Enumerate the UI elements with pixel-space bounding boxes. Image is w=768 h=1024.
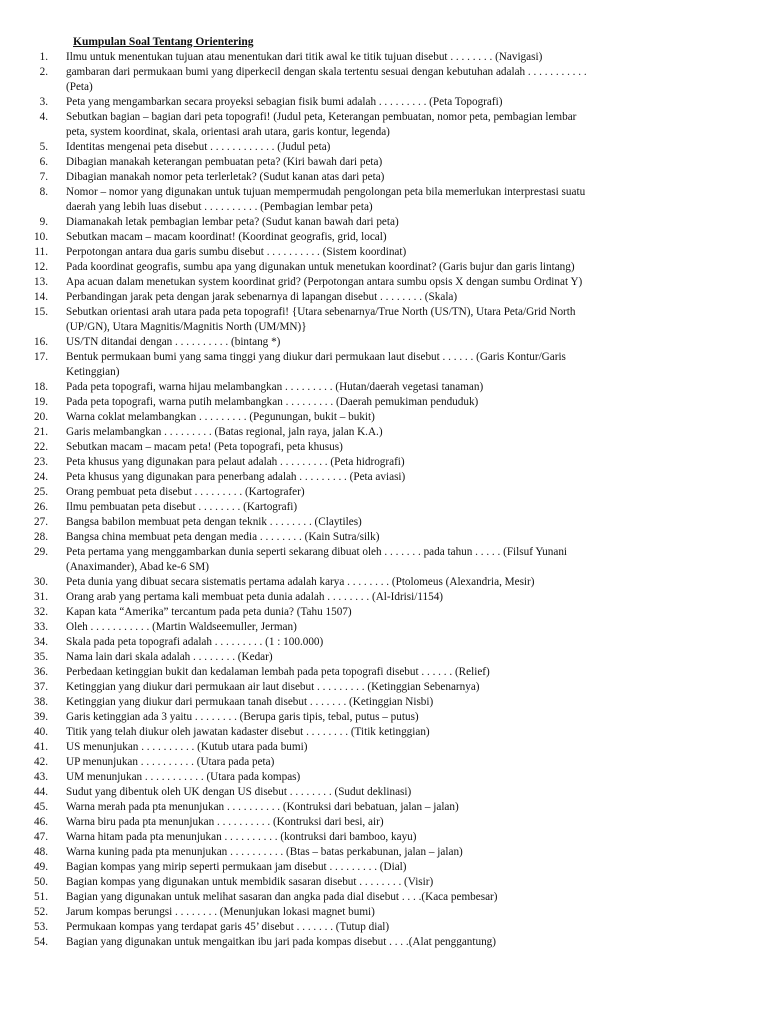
question-number: 54 . <box>26 935 52 950</box>
question-number: 15 . <box>26 305 52 320</box>
question-number: 37 . <box>26 680 52 695</box>
question-text: Orang pembuat peta disebut . . . . . . . . . (Kartografer) <box>66 486 305 498</box>
question-text: UP menunjukan . . . . . . . . . . (Utara pada peta) <box>66 756 275 768</box>
question-item <box>26 710 742 725</box>
question-item <box>26 485 742 500</box>
question-text: Peta khusus yang digunakan para penerbang adalah . . . . . . . . . (Peta aviasi) <box>66 471 406 483</box>
question-item <box>26 335 742 350</box>
question-text: Bagian kompas yang digunakan untuk membidik sasaran disebut . . . . . . . . (Visir) <box>66 876 434 888</box>
question-text: Perpotongan antara dua garis sumbu disebut . . . . . . . . . . (Sistem koordinat) <box>66 246 407 258</box>
question-text: Pada koordinat geografis, sumbu apa yang digunakan untuk menetukan koordinat? (Garis bujur dan garis lintang) <box>66 261 575 273</box>
question-text: Peta pertama yang menggambarkan dunia seperti sekarang dibuat oleh . . . . . . . pada tahun . . . . . (Filsuf Yunani (Anaximander), Abad ke-6 SM) <box>66 546 568 573</box>
question-number: 49 . <box>26 860 52 875</box>
question-item <box>26 350 742 380</box>
question-number: 41 . <box>26 740 52 755</box>
question-number: 3 . <box>26 95 52 110</box>
question-item <box>26 920 742 935</box>
question-text: Oleh . . . . . . . . . . . (Martin Waldseemuller, Jerman) <box>66 621 297 633</box>
question-text: Warna biru pada pta menunjukan . . . . . . . . . . (Kontruksi dari besi, air) <box>66 816 384 828</box>
question-number: 4 . <box>26 110 52 125</box>
question-text: Ketinggian yang diukur dari permukaan air laut disebut . . . . . . . . . (Ketinggian Sebenarnya) <box>66 681 480 693</box>
question-number: 47 . <box>26 830 52 845</box>
question-item <box>26 530 742 545</box>
question-number: 22 . <box>26 440 52 455</box>
question-item <box>26 455 742 470</box>
question-item <box>26 905 742 920</box>
question-text: Nama lain dari skala adalah . . . . . . . . (Kedar) <box>66 651 273 663</box>
question-text: Sebutkan macam – macam koordinat! (Koordinat geografis, grid, local) <box>66 231 387 243</box>
question-text: Diamanakah letak pembagian lembar peta? (Sudut kanan bawah dari peta) <box>66 216 399 228</box>
question-number: 6 . <box>26 155 52 170</box>
question-text: Sebutkan orientasi arah utara pada peta topografi! {Utara sebenarnya/True North (US/TN), Utara Peta/Grid North (UP/GN), Utara Magnitis/Magnitis North (UM/MN)} <box>66 306 576 333</box>
question-number: 45 . <box>26 800 52 815</box>
question-item <box>26 95 742 110</box>
question-number: 18 . <box>26 380 52 395</box>
question-text: Peta yang mengambarkan secara proyeksi sebagian fisik bumi adalah . . . . . . . . . (Peta Topografi) <box>66 96 503 108</box>
question-text: Warna kuning pada pta menunjukan . . . . . . . . . . (Btas – batas perkabunan, jalan – jalan) <box>66 846 463 858</box>
question-number: 7 . <box>26 170 52 185</box>
question-number: 40 . <box>26 725 52 740</box>
question-text: Perbandingan jarak peta dengan jarak sebenarnya di lapangan disebut . . . . . . . . (Skala) <box>66 291 458 303</box>
question-item <box>26 800 742 815</box>
question-item <box>26 755 742 770</box>
question-number: 14 . <box>26 290 52 305</box>
question-number: 17 . <box>26 350 52 365</box>
question-number: 48 . <box>26 845 52 860</box>
question-number: 1 . <box>26 50 52 65</box>
question-number: 33 . <box>26 620 52 635</box>
question-number: 8 . <box>26 185 52 200</box>
question-item <box>26 665 742 680</box>
question-text: Ilmu untuk menentukan tujuan atau menentukan dari titik awal ke titik tujuan disebut . . . . . . . . (Navigasi) <box>66 51 543 63</box>
question-text: Pada peta topografi, warna hijau melambangkan . . . . . . . . . (Hutan/daerah vegetasi tanaman) <box>66 381 484 393</box>
question-item <box>26 140 742 155</box>
question-text: Bangsa babilon membuat peta dengan teknik . . . . . . . . (Claytiles) <box>66 516 362 528</box>
question-text: Orang arab yang pertama kali membuat peta dunia adalah . . . . . . . . (Al-Idrisi/1154) <box>66 591 444 603</box>
question-item <box>26 185 742 215</box>
question-number: 2 . <box>26 65 52 80</box>
question-text: Peta dunia yang dibuat secara sistematis pertama adalah karya . . . . . . . . (Ptolomeus (Alexandria, Mesir) <box>66 576 535 588</box>
question-text: Identitas mengenai peta disebut . . . . . . . . . . . . (Judul peta) <box>66 141 331 153</box>
question-number: 29 . <box>26 545 52 560</box>
question-item <box>26 395 742 410</box>
question-text: US/TN ditandai dengan . . . . . . . . . . (bintang *) <box>66 336 281 348</box>
question-item <box>26 215 742 230</box>
question-item <box>26 695 742 710</box>
question-text: Kapan kata “Amerika” tercantum pada peta dunia? (Tahu 1507) <box>66 606 352 618</box>
question-number: 21 . <box>26 425 52 440</box>
question-number: 50 . <box>26 875 52 890</box>
question-item <box>26 245 742 260</box>
question-number: 27 . <box>26 515 52 530</box>
question-item <box>26 680 742 695</box>
question-item <box>26 515 742 530</box>
document-title: Kumpulan Soal Tentang Orientering <box>73 36 254 48</box>
question-text: Peta khusus yang digunakan para pelaut adalah . . . . . . . . . (Peta hidrografi) <box>66 456 405 468</box>
question-number: 20 . <box>26 410 52 425</box>
question-text: Ketinggian yang diukur dari permukaan tanah disebut . . . . . . . (Ketinggian Nisbi) <box>66 696 434 708</box>
question-number: 12 . <box>26 260 52 275</box>
question-text: Garis melambangkan . . . . . . . . . (Batas regional, jaln raya, jalan K.A.) <box>66 426 383 438</box>
question-item <box>26 275 742 290</box>
question-text: Warna hitam pada pta menunjukan . . . . . . . . . . (kontruksi dari bamboo, kayu) <box>66 831 417 843</box>
question-item <box>26 725 742 740</box>
question-item <box>26 740 742 755</box>
question-text: Ilmu pembuatan peta disebut . . . . . . . . (Kartografi) <box>66 501 298 513</box>
question-number: 44 . <box>26 785 52 800</box>
question-number: 19 . <box>26 395 52 410</box>
question-text: Sebutkan bagian – bagian dari peta topografi! (Judul peta, Keterangan pembuatan, nomor peta, pembagian lembar peta, system koordinat, skala, orientasi arah utara, garis kontur, legenda) <box>66 111 577 138</box>
question-number: 31 . <box>26 590 52 605</box>
question-number: 25 . <box>26 485 52 500</box>
question-item <box>26 860 742 875</box>
question-number: 51 . <box>26 890 52 905</box>
question-number: 34 . <box>26 635 52 650</box>
question-item <box>26 875 742 890</box>
question-text: Jarum kompas berungsi . . . . . . . . (Menunjukan lokasi magnet bumi) <box>66 906 375 918</box>
question-item <box>26 890 742 905</box>
question-text: Titik yang telah diukur oleh jawatan kadaster disebut . . . . . . . . (Titik ketinggian) <box>66 726 430 738</box>
question-number: 53 . <box>26 920 52 935</box>
question-text: Skala pada peta topografi adalah . . . . . . . . . (1 : 100.000) <box>66 636 324 648</box>
question-number: 30 . <box>26 575 52 590</box>
question-number: 23 . <box>26 455 52 470</box>
question-text: Bentuk permukaan bumi yang sama tinggi yang diukur dari permukaan laut disebut . . . . . . (Garis Kontur/Garis Ketinggian) <box>66 351 566 378</box>
question-item <box>26 170 742 185</box>
question-item <box>26 110 742 140</box>
question-list <box>26 50 742 950</box>
question-text: Permukaan kompas yang terdapat garis 45’ disebut . . . . . . . (Tutup dial) <box>66 921 390 933</box>
question-text: Bangsa china membuat peta dengan media . . . . . . . . (Kain Sutra/silk) <box>66 531 380 543</box>
question-item <box>26 380 742 395</box>
question-number: 24 . <box>26 470 52 485</box>
question-item <box>26 845 742 860</box>
question-item <box>26 650 742 665</box>
question-text: Bagian yang digunakan untuk mengaitkan ibu jari pada kompas disebut . . . .(Alat penggantung) <box>66 936 496 948</box>
question-number: 46 . <box>26 815 52 830</box>
question-item <box>26 410 742 425</box>
question-number: 36 . <box>26 665 52 680</box>
question-number: 9 . <box>26 215 52 230</box>
question-text: Dibagian manakah nomor peta terlerletak? (Sudut kanan atas dari peta) <box>66 171 385 183</box>
question-number: 5 . <box>26 140 52 155</box>
question-item <box>26 50 742 65</box>
question-text: Pada peta topografi, warna putih melambangkan . . . . . . . . . (Daerah pemukiman penduduk) <box>66 396 479 408</box>
question-item <box>26 620 742 635</box>
question-text: Dibagian manakah keterangan pembuatan peta? (Kiri bawah dari peta) <box>66 156 383 168</box>
question-item <box>26 815 742 830</box>
question-item <box>26 500 742 515</box>
question-text: Warna coklat melambangkan . . . . . . . . . (Pegunungan, bukit – bukit) <box>66 411 375 423</box>
question-item <box>26 65 742 95</box>
question-text: Nomor – nomor yang digunakan untuk tujuan mempermudah pengolongan peta bila memerlukan interprestasi suatu daerah yang lebih luas disebut . . . . . . . . . . (Pembagian lembar peta) <box>66 186 586 213</box>
question-text: Bagian yang digunakan untuk melihat sasaran dan angka pada dial disebut . . . .(Kaca pembesar) <box>66 891 498 903</box>
question-text: Perbedaan ketinggian bukit dan kedalaman lembah pada peta topografi disebut . . . . . . (Relief) <box>66 666 490 678</box>
question-text: UM menunjukan . . . . . . . . . . . (Utara pada kompas) <box>66 771 301 783</box>
question-number: 13 . <box>26 275 52 290</box>
question-number: 39 . <box>26 710 52 725</box>
question-item <box>26 155 742 170</box>
question-text: Apa acuan dalam menetukan system koordinat grid? (Perpotongan antara sumbu opsis X dengan sumbu Ordinat Y) <box>66 276 583 288</box>
question-number: 38 . <box>26 695 52 710</box>
question-item <box>26 545 742 575</box>
question-item <box>26 590 742 605</box>
question-item <box>26 605 742 620</box>
question-item <box>26 260 742 275</box>
question-text: Sudut yang dibentuk oleh UK dengan US disebut . . . . . . . . (Sudut deklinasi) <box>66 786 412 798</box>
question-number: 26 . <box>26 500 52 515</box>
question-number: 52 . <box>26 905 52 920</box>
question-text: Sebutkan macam – macam peta! (Peta topografi, peta khusus) <box>66 441 343 453</box>
question-text: US menunjukan . . . . . . . . . . (Kutub utara pada bumi) <box>66 741 308 753</box>
question-text: Warna merah pada pta menunjukan . . . . . . . . . . (Kontruksi dari bebatuan, jalan – jalan) <box>66 801 459 813</box>
question-number: 11 . <box>26 245 52 260</box>
question-item <box>26 830 742 845</box>
question-item <box>26 770 742 785</box>
question-number: 10 . <box>26 230 52 245</box>
question-item <box>26 230 742 245</box>
question-text: Bagian kompas yang mirip seperti permukaan jam disebut . . . . . . . . . (Dial) <box>66 861 407 873</box>
question-item <box>26 635 742 650</box>
question-text: gambaran dari permukaan bumi yang diperkecil dengan skala tertentu sesuai dengan kebutuhan adalah . . . . . . . . . . . (Peta) <box>66 66 587 93</box>
question-number: 35 . <box>26 650 52 665</box>
question-item <box>26 440 742 455</box>
question-number: 42 . <box>26 755 52 770</box>
question-item <box>26 290 742 305</box>
question-number: 32 . <box>26 605 52 620</box>
question-item <box>26 425 742 440</box>
question-number: 28 . <box>26 530 52 545</box>
question-number: 43 . <box>26 770 52 785</box>
question-text: Garis ketinggian ada 3 yaitu . . . . . . . . (Berupa garis tipis, tebal, putus – putus) <box>66 711 419 723</box>
question-item <box>26 935 742 950</box>
question-item <box>26 305 742 335</box>
question-number: 16 . <box>26 335 52 350</box>
question-item <box>26 785 742 800</box>
question-item <box>26 470 742 485</box>
question-item <box>26 575 742 590</box>
